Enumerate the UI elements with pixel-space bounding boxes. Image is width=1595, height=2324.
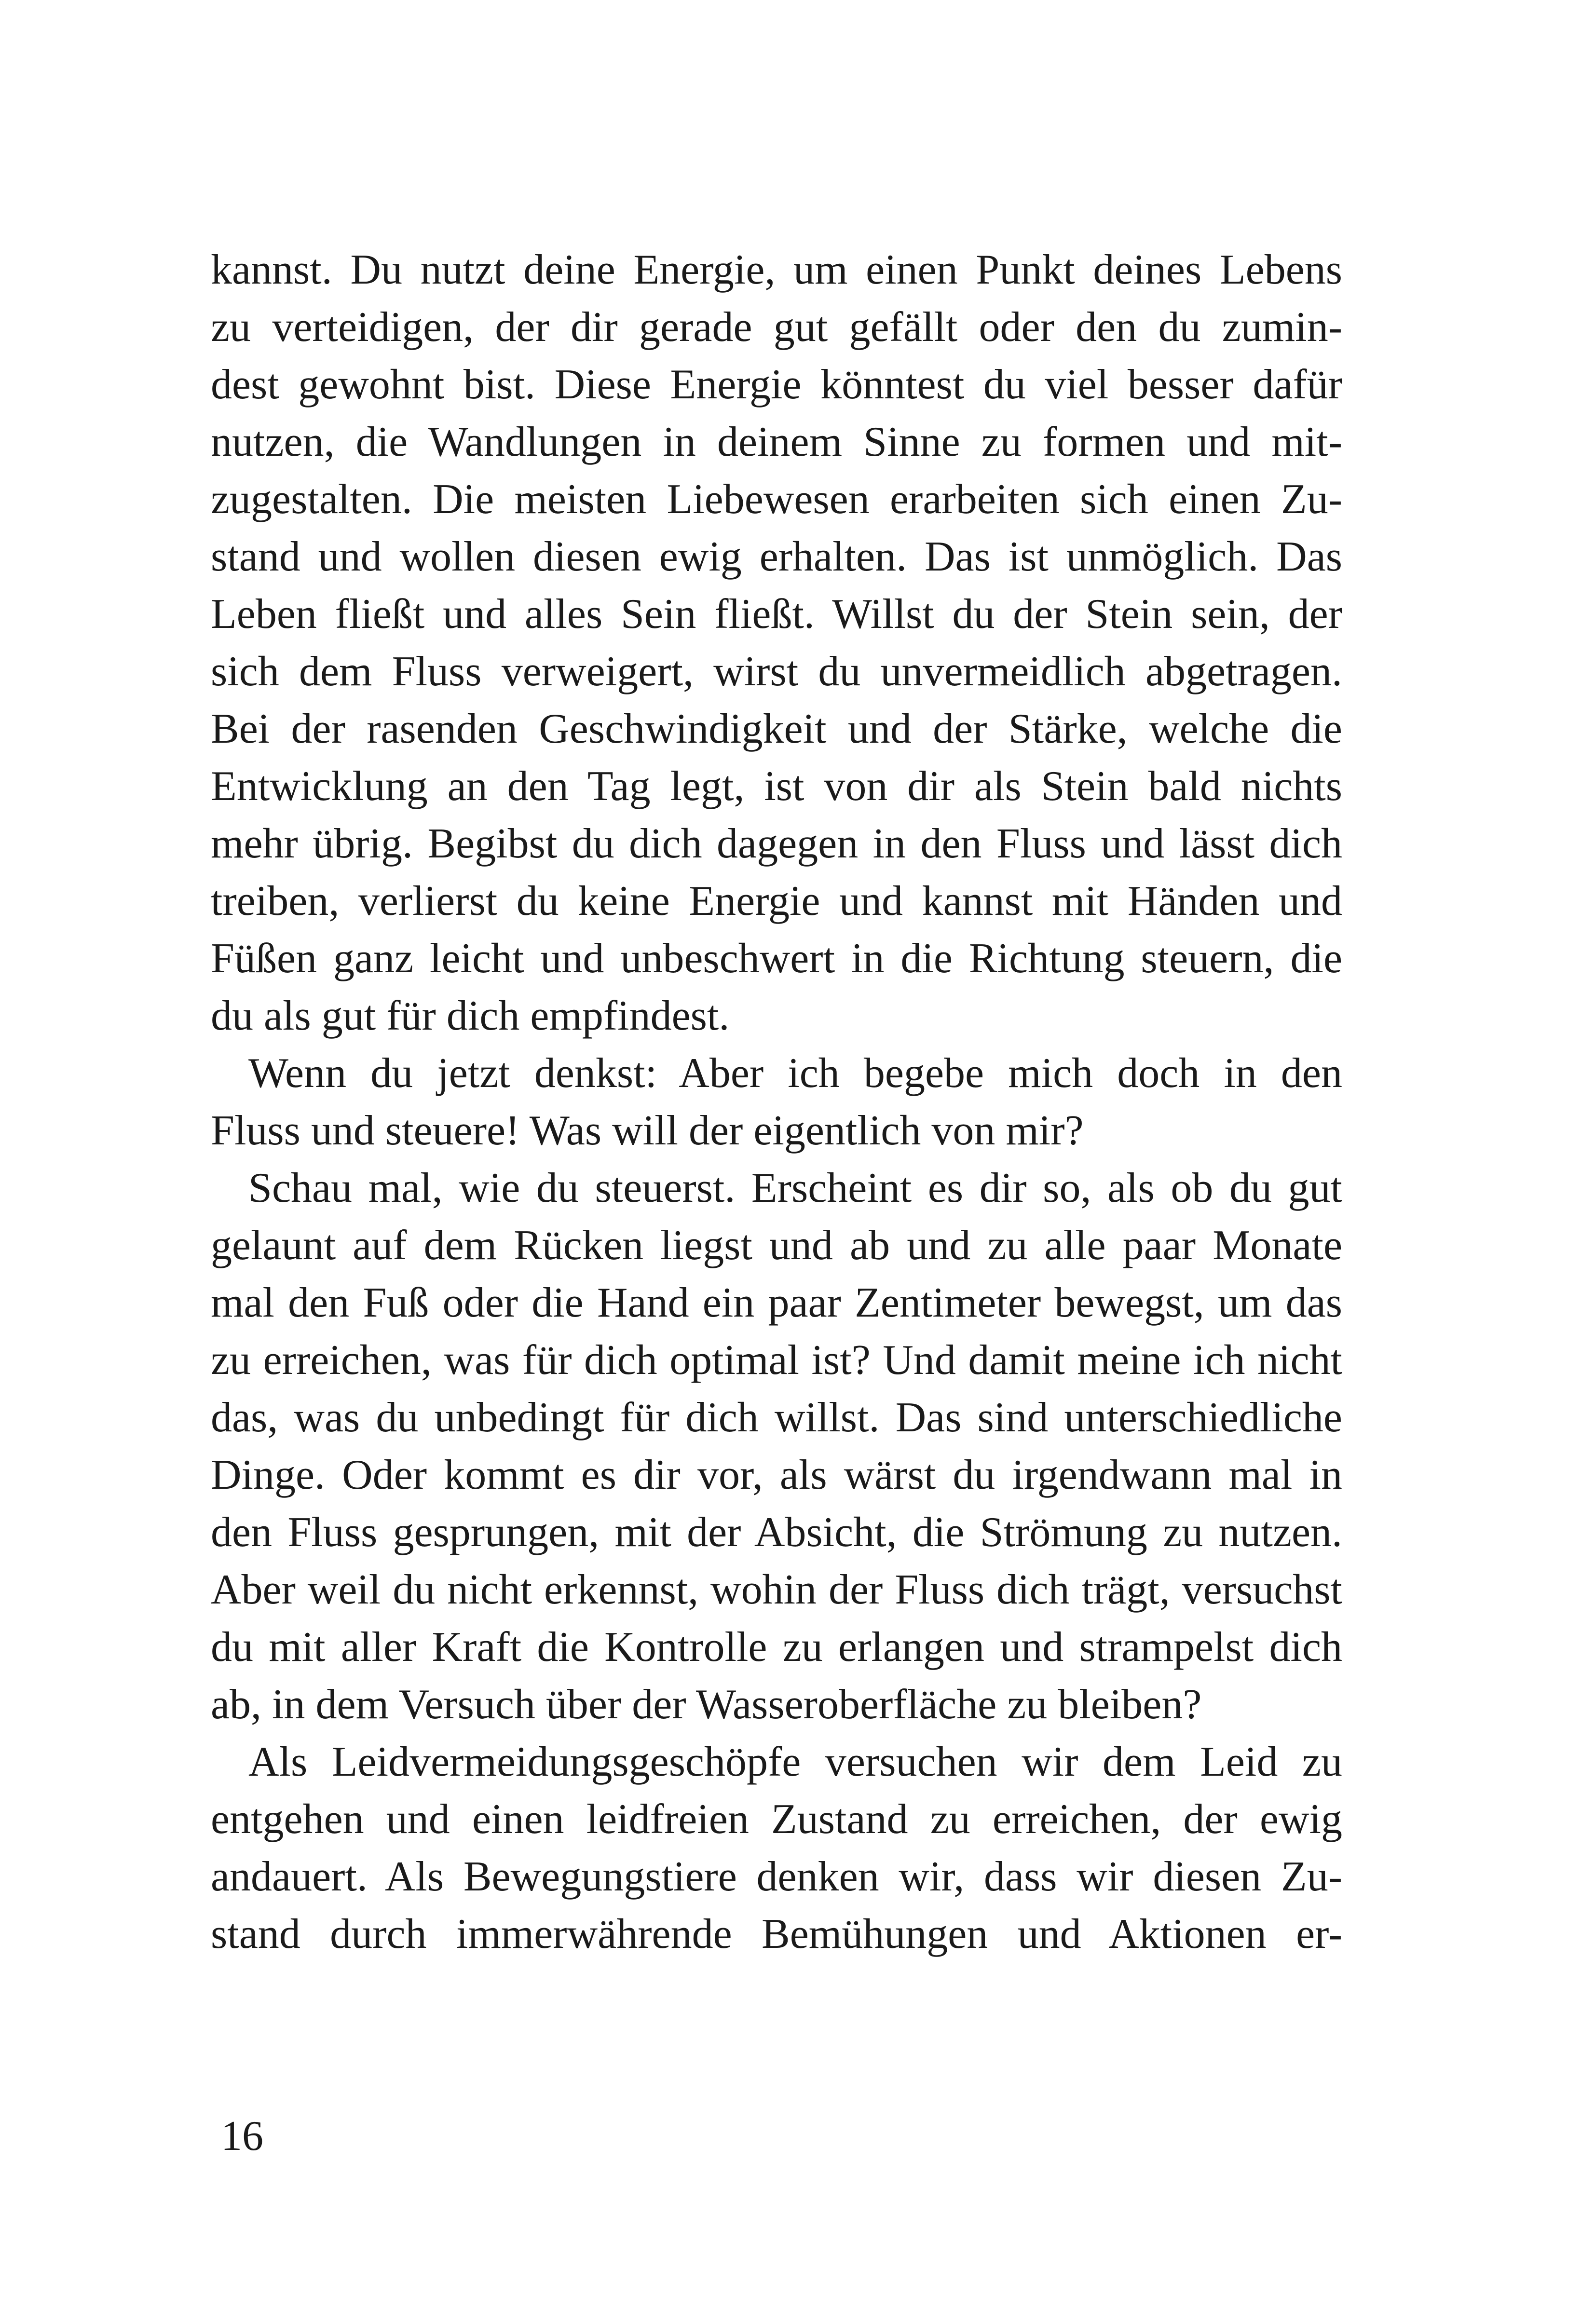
- text-line: andauert. Als Bewegungstiere denken wir, dass wir diesen Zu-: [211, 1853, 1342, 1900]
- text-line: ab, in dem Versuch über der Wasseroberfläche zu bleiben?: [211, 1681, 1202, 1728]
- text-line: das, was du unbedingt für dich willst. Das sind unterschiedliche: [211, 1394, 1342, 1441]
- text-line: gelaunt auf dem Rücken liegst und ab und zu alle paar Monate: [211, 1222, 1342, 1269]
- text-line: nutzen, die Wandlungen in deinem Sinne zu formen und mit-: [211, 419, 1342, 465]
- text-line: Als Leidvermeidungsgeschöpfe versuchen wir dem Leid zu: [248, 1739, 1342, 1785]
- text-line: den Fluss gesprungen, mit der Absicht, die Strömung zu nutzen.: [211, 1509, 1342, 1556]
- text-line: Aber weil du nicht erkennst, wohin der Fluss dich trägt, versuchst: [211, 1566, 1342, 1613]
- text-line: Entwicklung an den Tag legt, ist von dir als Stein bald nichts: [211, 763, 1342, 810]
- text-line: mal den Fuß oder die Hand ein paar Zentimeter bewegst, um das: [211, 1279, 1342, 1326]
- text-line: Wenn du jetzt denkst: Aber ich begebe mich doch in den: [248, 1050, 1342, 1097]
- text-line: zugestalten. Die meisten Liebewesen erarbeiten sich einen Zu-: [211, 476, 1342, 523]
- text-line: stand und wollen diesen ewig erhalten. Das ist unmöglich. Das: [211, 533, 1342, 580]
- text-line: sich dem Fluss verweigert, wirst du unvermeidlich abgetragen.: [211, 648, 1342, 695]
- text-line: treiben, verlierst du keine Energie und kannst mit Händen und: [211, 878, 1342, 924]
- text-line: mehr übrig. Begibst du dich dagegen in den Fluss und lässt dich: [211, 820, 1342, 867]
- text-line: kannst. Du nutzt deine Energie, um einen Punkt deines Lebens: [211, 246, 1342, 293]
- text-line: Dinge. Oder kommt es dir vor, als wärst du irgendwann mal in: [211, 1452, 1342, 1498]
- text-line: Füßen ganz leicht und unbeschwert in die Richtung steuern, die: [211, 935, 1342, 982]
- text-line: zu erreichen, was für dich optimal ist? Und damit meine ich nicht: [211, 1337, 1342, 1384]
- text-line: Leben fließt und alles Sein fließt. Willst du der Stein sein, der: [211, 591, 1342, 638]
- text-line: du als gut für dich empfindest.: [211, 992, 730, 1039]
- body-text: [211, 241, 1342, 1963]
- text-line: zu verteidigen, der dir gerade gut gefällt oder den du zumin-: [211, 304, 1342, 351]
- text-line: stand durch immerwährende Bemühungen und Aktionen er-: [211, 1911, 1342, 1957]
- text-line: entgehen und einen leidfreien Zustand zu erreichen, der ewig: [211, 1796, 1342, 1843]
- text-line: Fluss und steuere! Was will der eigentlich von mir?: [211, 1107, 1084, 1154]
- text-line: Bei der rasenden Geschwindigkeit und der Stärke, welche die: [211, 706, 1342, 752]
- text-line: dest gewohnt bist. Diese Energie könntest du viel besser dafür: [211, 361, 1342, 408]
- text-line: Schau mal, wie du steuerst. Erscheint es dir so, als ob du gut: [248, 1165, 1342, 1211]
- page-number: 16: [221, 2113, 263, 2160]
- text-line: du mit aller Kraft die Kontrolle zu erlangen und strampelst dich: [211, 1624, 1342, 1671]
